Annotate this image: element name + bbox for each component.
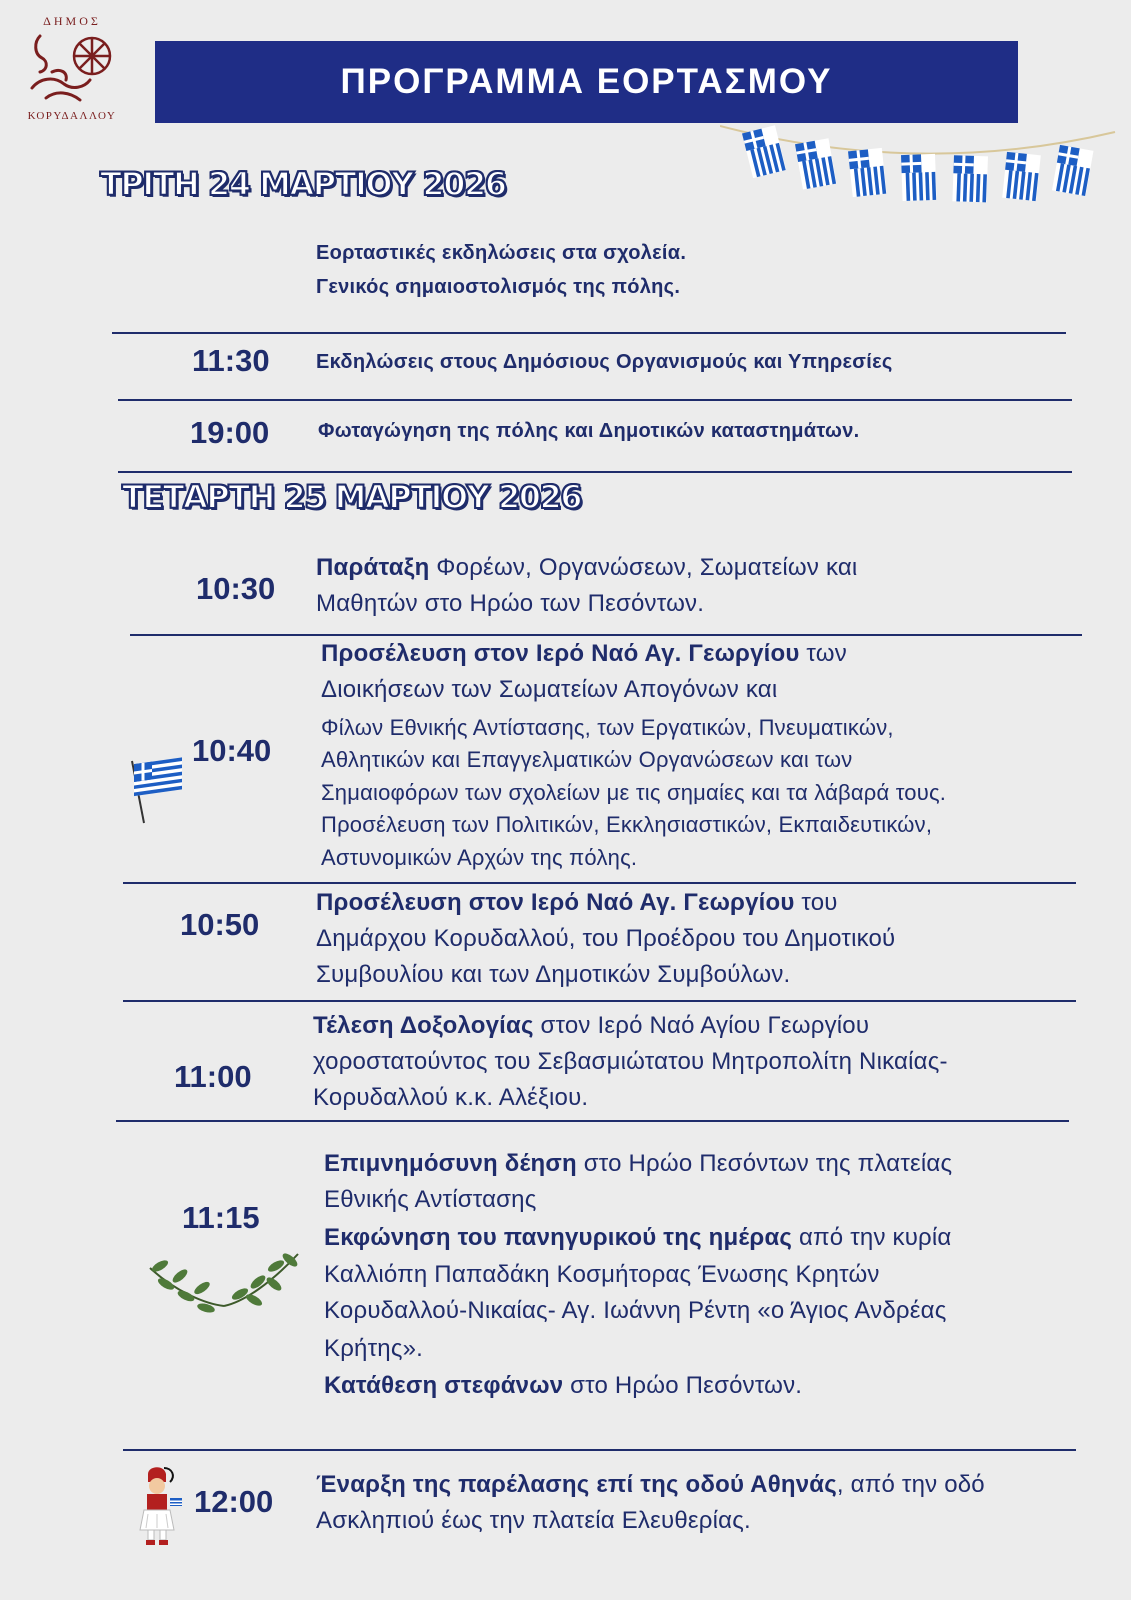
bunting-flag-icon [952, 155, 988, 202]
event-time: 19:00 [190, 415, 270, 450]
bunting-flag-icon [1002, 152, 1041, 201]
event-line: Εθνικής Αντίστασης [324, 1186, 537, 1213]
event-text: , από την οδό [836, 1471, 985, 1498]
event-time: 10:30 [196, 571, 276, 606]
event-line [324, 1146, 952, 1182]
event-bold-text: Παράταξη [316, 554, 430, 581]
divider [123, 1000, 1076, 1002]
event-bold-text: Επιμνημόσυνη δέηση [324, 1150, 577, 1177]
event-line [313, 1008, 869, 1044]
event-line: Συμβουλίου και των Δημοτικών Συμβούλων. [316, 961, 791, 988]
day1-heading: ΤΡΙΤΗ 24 ΜΑΡΤΙΟΥ 2026 [100, 165, 506, 203]
event-line: Κορυδαλλού κ.κ. Αλέξιου. [313, 1084, 589, 1111]
event-text: Φορέων, Οργανώσεων, Σωματείων και [429, 554, 858, 581]
day1-intro-line1: Εορταστικές εκδηλώσεις στα σχολεία. [316, 242, 687, 264]
olive-branch-icon [146, 1248, 302, 1320]
event-line: Κρήτης». [324, 1335, 424, 1362]
day2-heading: ΤΕΤΑΡΤΗ 25 ΜΑΡΤΙΟΥ 2026 [122, 478, 582, 516]
event-line [316, 550, 857, 586]
event-line: Καλλιόπη Παπαδάκη Κοσμήτορας Ένωσης Κρητών [324, 1261, 880, 1288]
divider [112, 332, 1066, 334]
event-time: 10:50 [180, 907, 260, 942]
bunting-flag-icon [848, 148, 887, 197]
divider [123, 1449, 1076, 1451]
event-line: Μαθητών στο Ηρώο των Πεσόντων. [316, 590, 705, 617]
event-text: Φωταγώγηση της πόλης και Δημοτικών καταστημάτων. [318, 420, 860, 442]
event-bold-text: Προσέλευση στον Ιερό Ναό Αγ. Γεωργίου [321, 640, 800, 667]
event-line: Δημάρχου Κορυδαλλού, του Προέδρου του Δημοτικού [316, 925, 896, 952]
event-text: των [799, 640, 847, 667]
event-time: 11:15 [182, 1200, 260, 1235]
event-bold-text: Εκφώνηση του πανηγυρικού της ημέρας [324, 1224, 793, 1251]
event-text: στον Ιερό Ναό Αγίου Γεωργίου [533, 1012, 870, 1039]
page-title: ΠΡΟΓΡΑΜΜΑ ΕΟΡΤΑΣΜΟΥ [340, 62, 833, 101]
logo-bottom-text: ΚΟΡΥΔΑΛΛΟΥ [27, 110, 117, 122]
event-time: 10:40 [192, 733, 272, 768]
event-line: χοροστατούντος του Σεβασμιώτατου Μητροπολίτη Νικαίας- [313, 1048, 948, 1075]
bunting-flag-icon [795, 138, 836, 189]
evzone-figure-icon [136, 1464, 184, 1546]
event-time: 11:00 [174, 1059, 252, 1094]
event-line: Κορυδαλλού-Νικαίας- Αγ. Ιωάννη Ρέντη «ο Άγιος Ανδρέας [324, 1297, 947, 1324]
greek-flag-bunting-icon [720, 118, 1120, 218]
event-line: Ασκληπιού έως την πλατεία Ελευθερίας. [316, 1507, 751, 1534]
logo-emblem-icon [26, 28, 118, 112]
day1-intro-line2: Γενικός σημαιοστολισμός της πόλης. [316, 276, 681, 298]
event-line [324, 1220, 952, 1256]
event-text: από την κυρία [792, 1224, 952, 1251]
event-line [324, 1368, 802, 1404]
event-line: Φίλων Εθνικής Αντίστασης, των Εργατικών, Πνευματικών, [321, 715, 894, 740]
event-text: στο Ηρώο Πεσόντων. [563, 1372, 803, 1399]
event-time: 12:00 [194, 1484, 274, 1519]
divider [123, 882, 1076, 884]
event-bold-text: Προσέλευση στον Ιερό Ναό Αγ. Γεωργίου [316, 889, 795, 916]
divider [118, 471, 1072, 473]
event-bold-text: Έναρξη της παρέλασης επί της οδού Αθηνάς [316, 1471, 837, 1498]
divider [116, 1120, 1069, 1122]
waving-greek-flag-icon [128, 755, 186, 825]
divider [118, 399, 1072, 401]
event-line [316, 885, 838, 921]
event-line [316, 1467, 985, 1503]
event-text: Εκδηλώσεις στους Δημόσιους Οργανισμούς και Υπηρεσίες [316, 351, 893, 373]
event-line: Σημαιοφόρων των σχολείων με τις σημαίες και τα λάβαρά τους. [321, 780, 947, 805]
bunting-flag-icon [901, 154, 937, 201]
event-time: 11:30 [192, 343, 270, 378]
bunting-flag-icon [742, 125, 786, 178]
event-text: του [794, 889, 838, 916]
event-bold-text: Τέλεση Δοξολογίας [313, 1012, 534, 1039]
event-line: Αστυνομικών Αρχών της πόλης. [321, 845, 638, 870]
municipality-logo [20, 14, 124, 126]
event-line [321, 636, 847, 672]
bunting-flag-icon [1052, 145, 1093, 196]
event-bold-text: Κατάθεση στεφάνων [324, 1372, 564, 1399]
event-line: Διοικήσεων των Σωματείων Απογόνων και [321, 676, 778, 703]
event-line: Αθλητικών και Επαγγελματικών Οργανώσεων και των [321, 747, 853, 772]
logo-top-text: ΔΗΜΟΣ [43, 14, 101, 28]
event-text: στο Ηρώο Πεσόντων της πλατείας [576, 1150, 953, 1177]
event-line: Προσέλευση των Πολιτικών, Εκκλησιαστικών, Εκπαιδευτικών, [321, 812, 933, 837]
